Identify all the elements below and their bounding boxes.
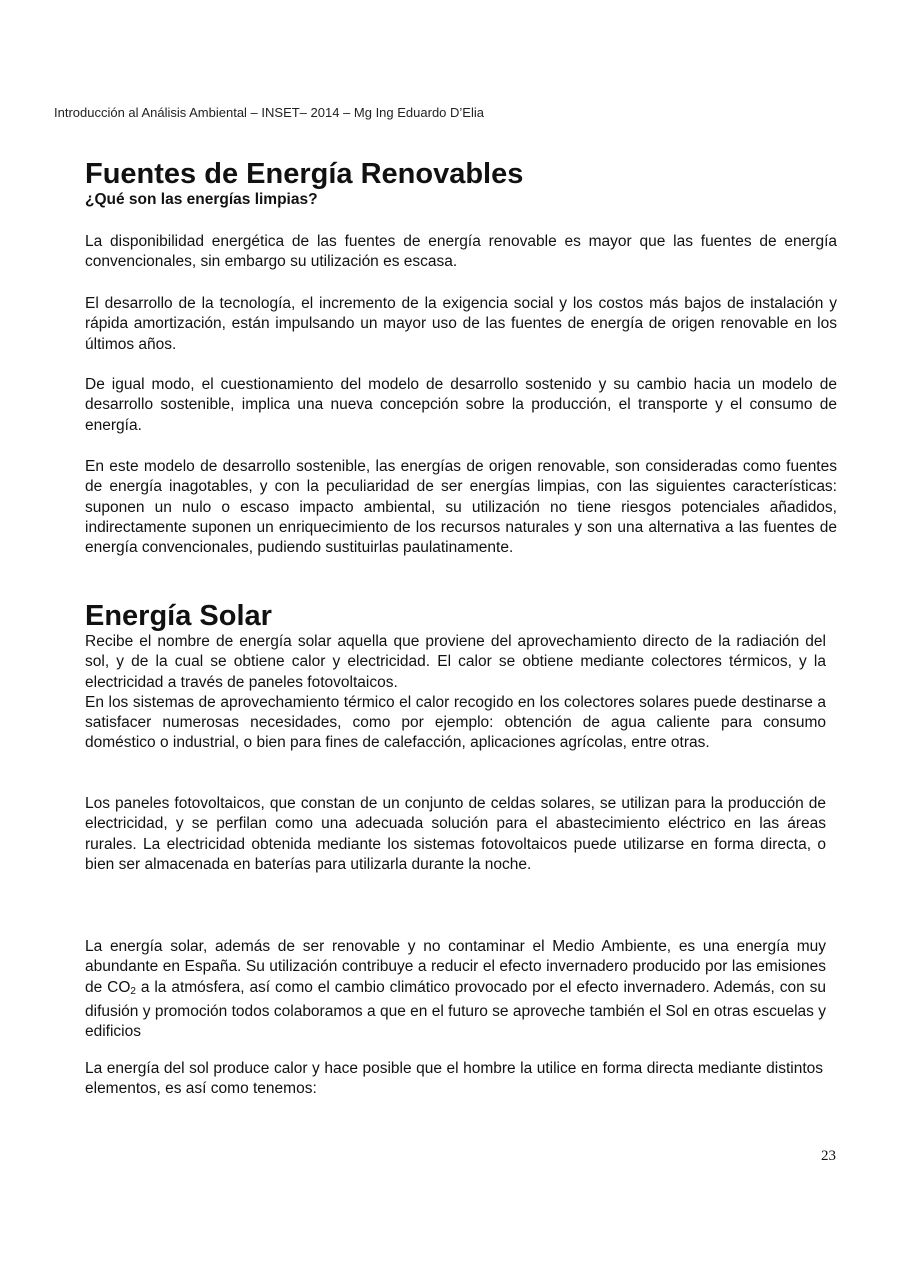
co2-text-after: a la atmósfera, así como el cambio climático provocado por el efecto invernadero. Además, con su difusión y promoción todos colaboramos a que en el futuro se aproveche también el Sol en otras escuelas y edificios xyxy=(85,978,826,1041)
paragraph-technology: El desarrollo de la tecnología, el incremento de la exigencia social y los costos más bajos de instalación y rápida amortización, están impulsando un mayor uso de las fuentes de energía de origen renovable en los últimos años. xyxy=(85,295,837,353)
paragraph-photovoltaic-panels: Los paneles fotovoltaicos, que constan de un conjunto de celdas solares, se utilizan para la producción de electricidad, y se perfilan como una adecuada solución para el abastecimiento eléctrico en las áreas rurales. La electricidad obtenida mediante los sistemas fotovoltaicos puede utilizarse en forma directa, o bien ser almacenada en baterías para utilizarla durante la noche. xyxy=(85,795,826,873)
paragraph-thermal-systems: En los sistemas de aprovechamiento térmico el calor recogido en los colectores solares puede destinarse a satisfacer numerosas necesidades, como por ejemplo: obtención de agua caliente para consumo doméstico o industrial, o bien para fines de calefacción, aplicaciones agrícolas, entre otras. xyxy=(85,693,826,752)
co2-text-before: La energía solar, además de ser renovable y no contaminar el Medio Ambiente, es una energía muy abundante en España. Su utilización contribuye a reducir el efecto invernadero producido por las emisiones de CO xyxy=(85,938,826,996)
section-title-solar: Energía Solar xyxy=(85,600,272,632)
paragraph-solar-definition: Recibe el nombre de energía solar aquella que proviene del aprovechamiento directo de la radiación del sol, y de la cual se obtiene calor y electricidad. El calor se obtiene mediante colectores térmicos, y la electricidad a través de paneles fotovoltaicos. xyxy=(85,633,826,691)
paragraph-2 xyxy=(85,294,837,355)
section-subtitle: ¿Qué son las energías limpias? xyxy=(85,191,318,208)
paragraph-photovoltaic xyxy=(85,794,826,875)
paragraph-solar-benefits xyxy=(85,937,826,1042)
paragraph-direct-use: La energía del sol produce calor y hace posible que el hombre la utilice en forma directa mediante distintos elementos, es así como tenemos: xyxy=(85,1060,823,1098)
paragraph-1 xyxy=(85,232,837,273)
co2-subscript: 2 xyxy=(130,985,136,997)
paragraph-sustainable-model: En este modelo de desarrollo sostenible, las energías de origen renovable, son consideradas como fuentes de energía inagotables, y con la peculiaridad de ser energías limpias, con las siguientes características: suponen un nulo o escaso impacto ambiental, su utilización no tiene riesgos potenciales añadidos, indirectamente suponen un enriquecimiento de los recursos naturales y son una alternativa a las fuentes de energía convencionales, pudiendo sustituirlas paulatinamente. xyxy=(85,458,837,557)
running-header: Introducción al Análisis Ambiental – INSET– 2014 – Mg Ing Eduardo D’Elia xyxy=(54,105,484,120)
section-renewables xyxy=(85,158,837,210)
paragraph-last xyxy=(85,1059,823,1100)
paragraph-availability: La disponibilidad energética de las fuentes de energía renovable es mayor que las fuentes de energía convencionales, sin embargo su utilización es escasa. xyxy=(85,233,837,271)
paragraph-development-model: De igual modo, el cuestionamiento del modelo de desarrollo sostenido y su cambio hacia un modelo de desarrollo sostenible, implica una nueva concepción sobre la producción, el transporte y el consumo de energía. xyxy=(85,376,837,434)
section-title-renewables: Fuentes de Energía Renovables xyxy=(85,158,524,190)
paragraph-4 xyxy=(85,457,837,558)
paragraph-co2 xyxy=(85,937,826,1042)
paragraph-3 xyxy=(85,375,837,436)
section-solar xyxy=(85,600,826,754)
page-number: 23 xyxy=(821,1148,836,1164)
